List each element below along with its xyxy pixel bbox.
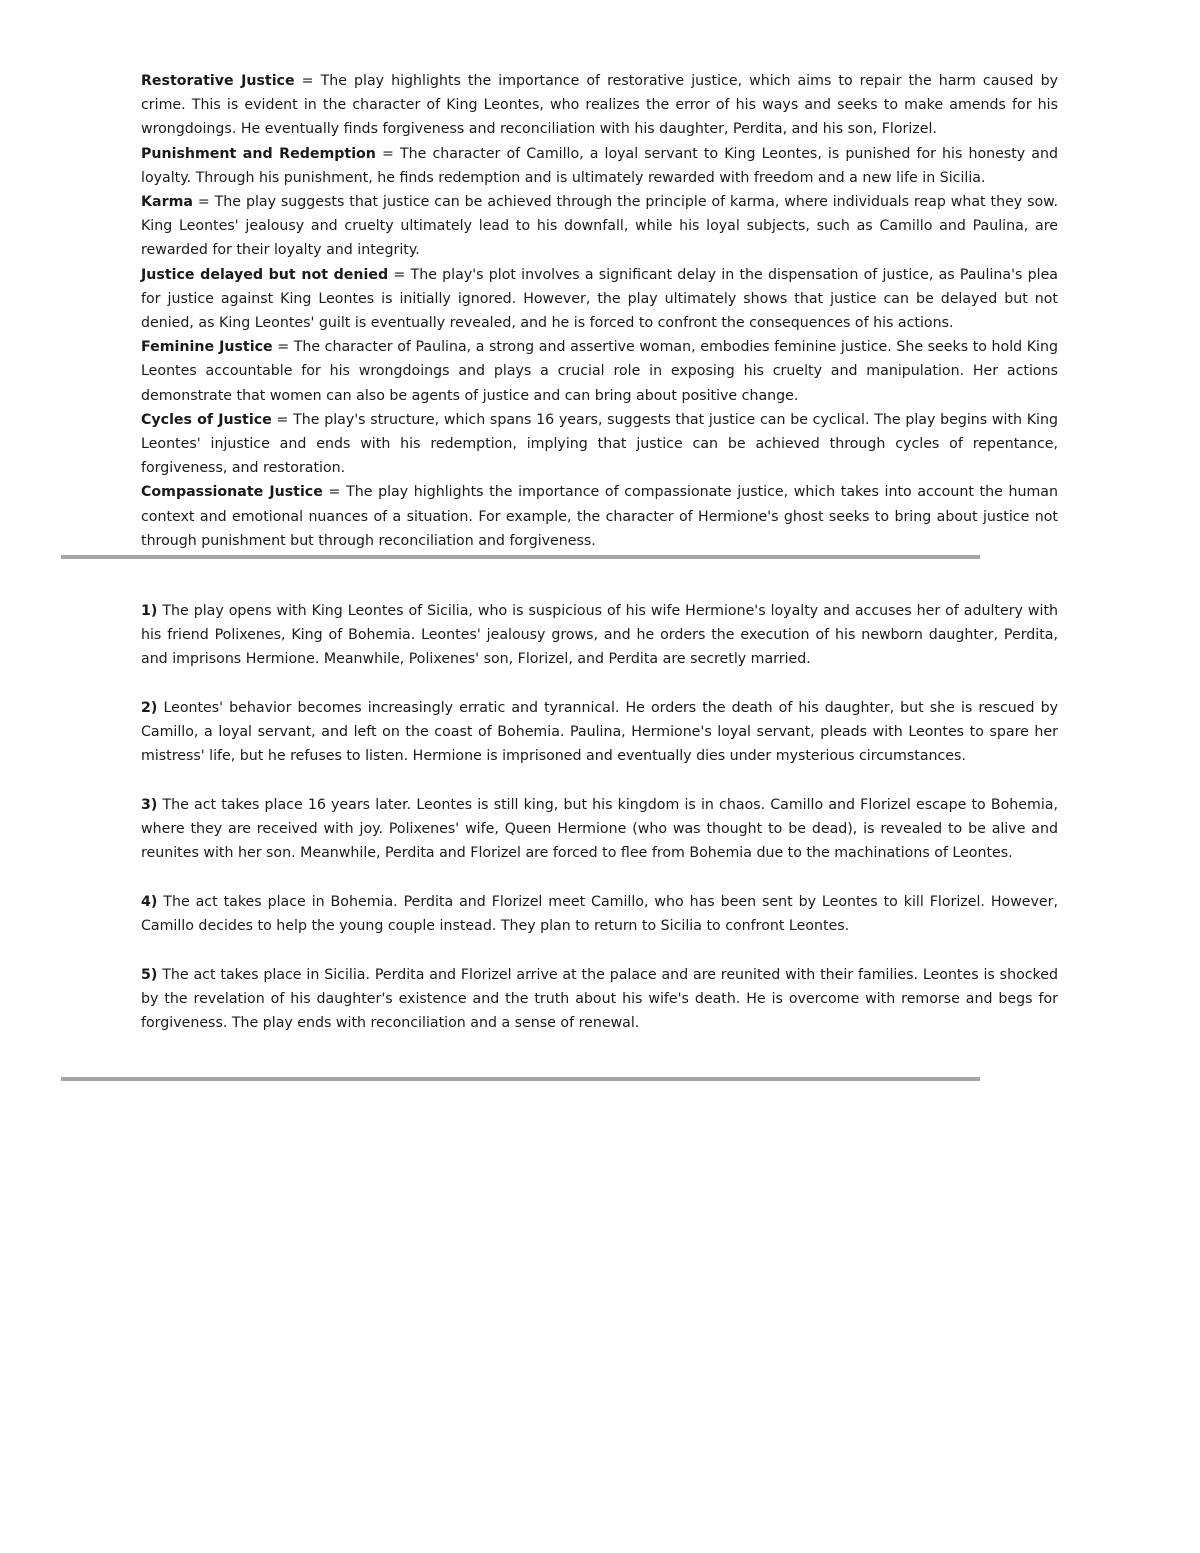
theme-compassionate-justice (141, 480, 1058, 553)
act-number: 2) (141, 700, 158, 716)
act-number: 3) (141, 797, 158, 813)
theme-separator: = (192, 194, 215, 211)
act-2-summary (141, 696, 1058, 769)
act-4-summary (141, 890, 1058, 938)
theme-text: The play's structure, which spans 16 years, suggests that justice can be cyclical. The play begins with King Leontes' injustice and ends with his redemption, implying that justice can be achieved through cycles of repentance, forgiveness, and restoration. (141, 411, 1058, 477)
theme-separator: = (272, 339, 294, 356)
act-text: The act takes place 16 years later. Leontes is still king, but his kingdom is in chaos. Camillo and Florizel escape to Bohemia, where they are received with joy. Polixenes' wife, Queen Hermione (who was thought to be dead), is revealed to be alive and reunites with her son. Meanwhile, Perdita and Florizel are forced to flee from Bohemia due to the machinations of Leontes. (141, 797, 1058, 862)
theme-karma (141, 190, 1058, 263)
theme-text: The character of Paulina, a strong and assertive woman, embodies feminine justice. She seeks to hold King Leontes accountable for his wrongdoings and plays a crucial role in exposing his cruelty and manipulation. Her actions demonstrate that women can also be agents of justice and can bring about positive change. (141, 339, 1058, 404)
section-divider (61, 1077, 980, 1081)
theme-separator: = (322, 484, 347, 501)
act-text: The act takes place in Sicilia. Perdita and Florizel arrive at the palace and are reunited with their families. Leontes is shocked by the revelation of his daughter's existence and the truth about his wife's death. He is overcome with remorse and begs for forgiveness. The play ends with reconciliation and a sense of renewal. (141, 966, 1058, 1032)
theme-justice-delayed (141, 263, 1058, 336)
theme-separator: = (271, 411, 294, 428)
act-text: Leontes' behavior becomes increasingly erratic and tyrannical. He orders the death of his daughter, but she is rescued by Camillo, a loyal servant, and left on the coast of Bohemia. Paulina, Hermione's loyal servant, pleads with Leontes to spare her mistress' life, but he refuses to listen. Hermione is imprisoned and eventually dies under mysterious circumstances. (141, 700, 1058, 765)
act-3-summary (141, 793, 1058, 866)
theme-term: Karma (141, 194, 193, 211)
act-number: 5) (141, 966, 158, 983)
act-number: 4) (141, 894, 158, 910)
theme-feminine-justice (141, 335, 1058, 408)
act-5-summary (141, 963, 1058, 1036)
themes-section (141, 69, 1058, 553)
act-text: The play opens with King Leontes of Sicilia, who is suspicious of his wife Hermione's loyalty and accuses her of adultery with his friend Polixenes, King of Bohemia. Leontes' jealousy grows, and he orders the execution of his newborn daughter, Perdita, and imprisons Hermione. Meanwhile, Polixenes' son, Florizel, and Perdita are secretly married. (141, 603, 1058, 668)
theme-text: The play's plot involves a significant delay in the dispensation of justice, as Paulina's plea for justice against King Leontes is initially ignored. However, the play ultimately shows that justice can be delayed but not denied, as King Leontes' guilt is eventually revealed, and he is forced to confront the consequences of his actions. (141, 266, 1058, 332)
theme-term: Justice delayed but not denied (141, 266, 389, 283)
theme-text: The play highlights the importance of compassionate justice, which takes into account the human context and emotional nuances of a situation. For example, the character of Hermione's ghost seeks to bring about justice not through punishment but through reconciliation and forgiveness. (141, 484, 1058, 549)
theme-term: Restorative Justice (141, 73, 295, 89)
theme-restorative-justice (141, 69, 1058, 142)
theme-punishment-redemption (141, 142, 1058, 190)
theme-term: Punishment and Redemption (141, 145, 376, 162)
theme-text: The play suggests that justice can be achieved through the principle of karma, where individuals reap what they sow. King Leontes' jealousy and cruelty ultimately lead to his downfall, while his loyal subjects, such as Camillo and Paulina, are rewarded for their loyalty and integrity. (141, 194, 1058, 259)
acts-section (141, 599, 1058, 1060)
theme-separator: = (388, 266, 411, 283)
theme-term: Compassionate Justice (141, 484, 323, 501)
theme-cycles-of-justice (141, 408, 1058, 481)
theme-separator: = (375, 145, 400, 162)
theme-text: The play highlights the importance of restorative justice, which aims to repair the harm caused by crime. This is evident in the character of King Leontes, who realizes the error of his ways and seeks to make amends for his wrongdoings. He eventually finds forgiveness and reconciliation with his daughter, Perdita, and his son, Florizel. (141, 73, 1058, 138)
section-divider (61, 555, 980, 559)
theme-term: Cycles of Justice (141, 411, 272, 428)
act-1-summary (141, 599, 1058, 672)
theme-text: The character of Camillo, a loyal servant to King Leontes, is punished for his honesty and loyalty. Through his punishment, he finds redemption and is ultimately rewarded with freedom and a new life in Sicilia. (141, 145, 1058, 186)
theme-separator: = (294, 73, 321, 89)
theme-term: Feminine Justice (141, 339, 273, 356)
act-number: 1) (141, 603, 158, 619)
act-text: The act takes place in Bohemia. Perdita and Florizel meet Camillo, who has been sent by Leontes to kill Florizel. However, Camillo decides to help the young couple instead. They plan to return to Sicilia to confront Leontes. (141, 894, 1058, 935)
